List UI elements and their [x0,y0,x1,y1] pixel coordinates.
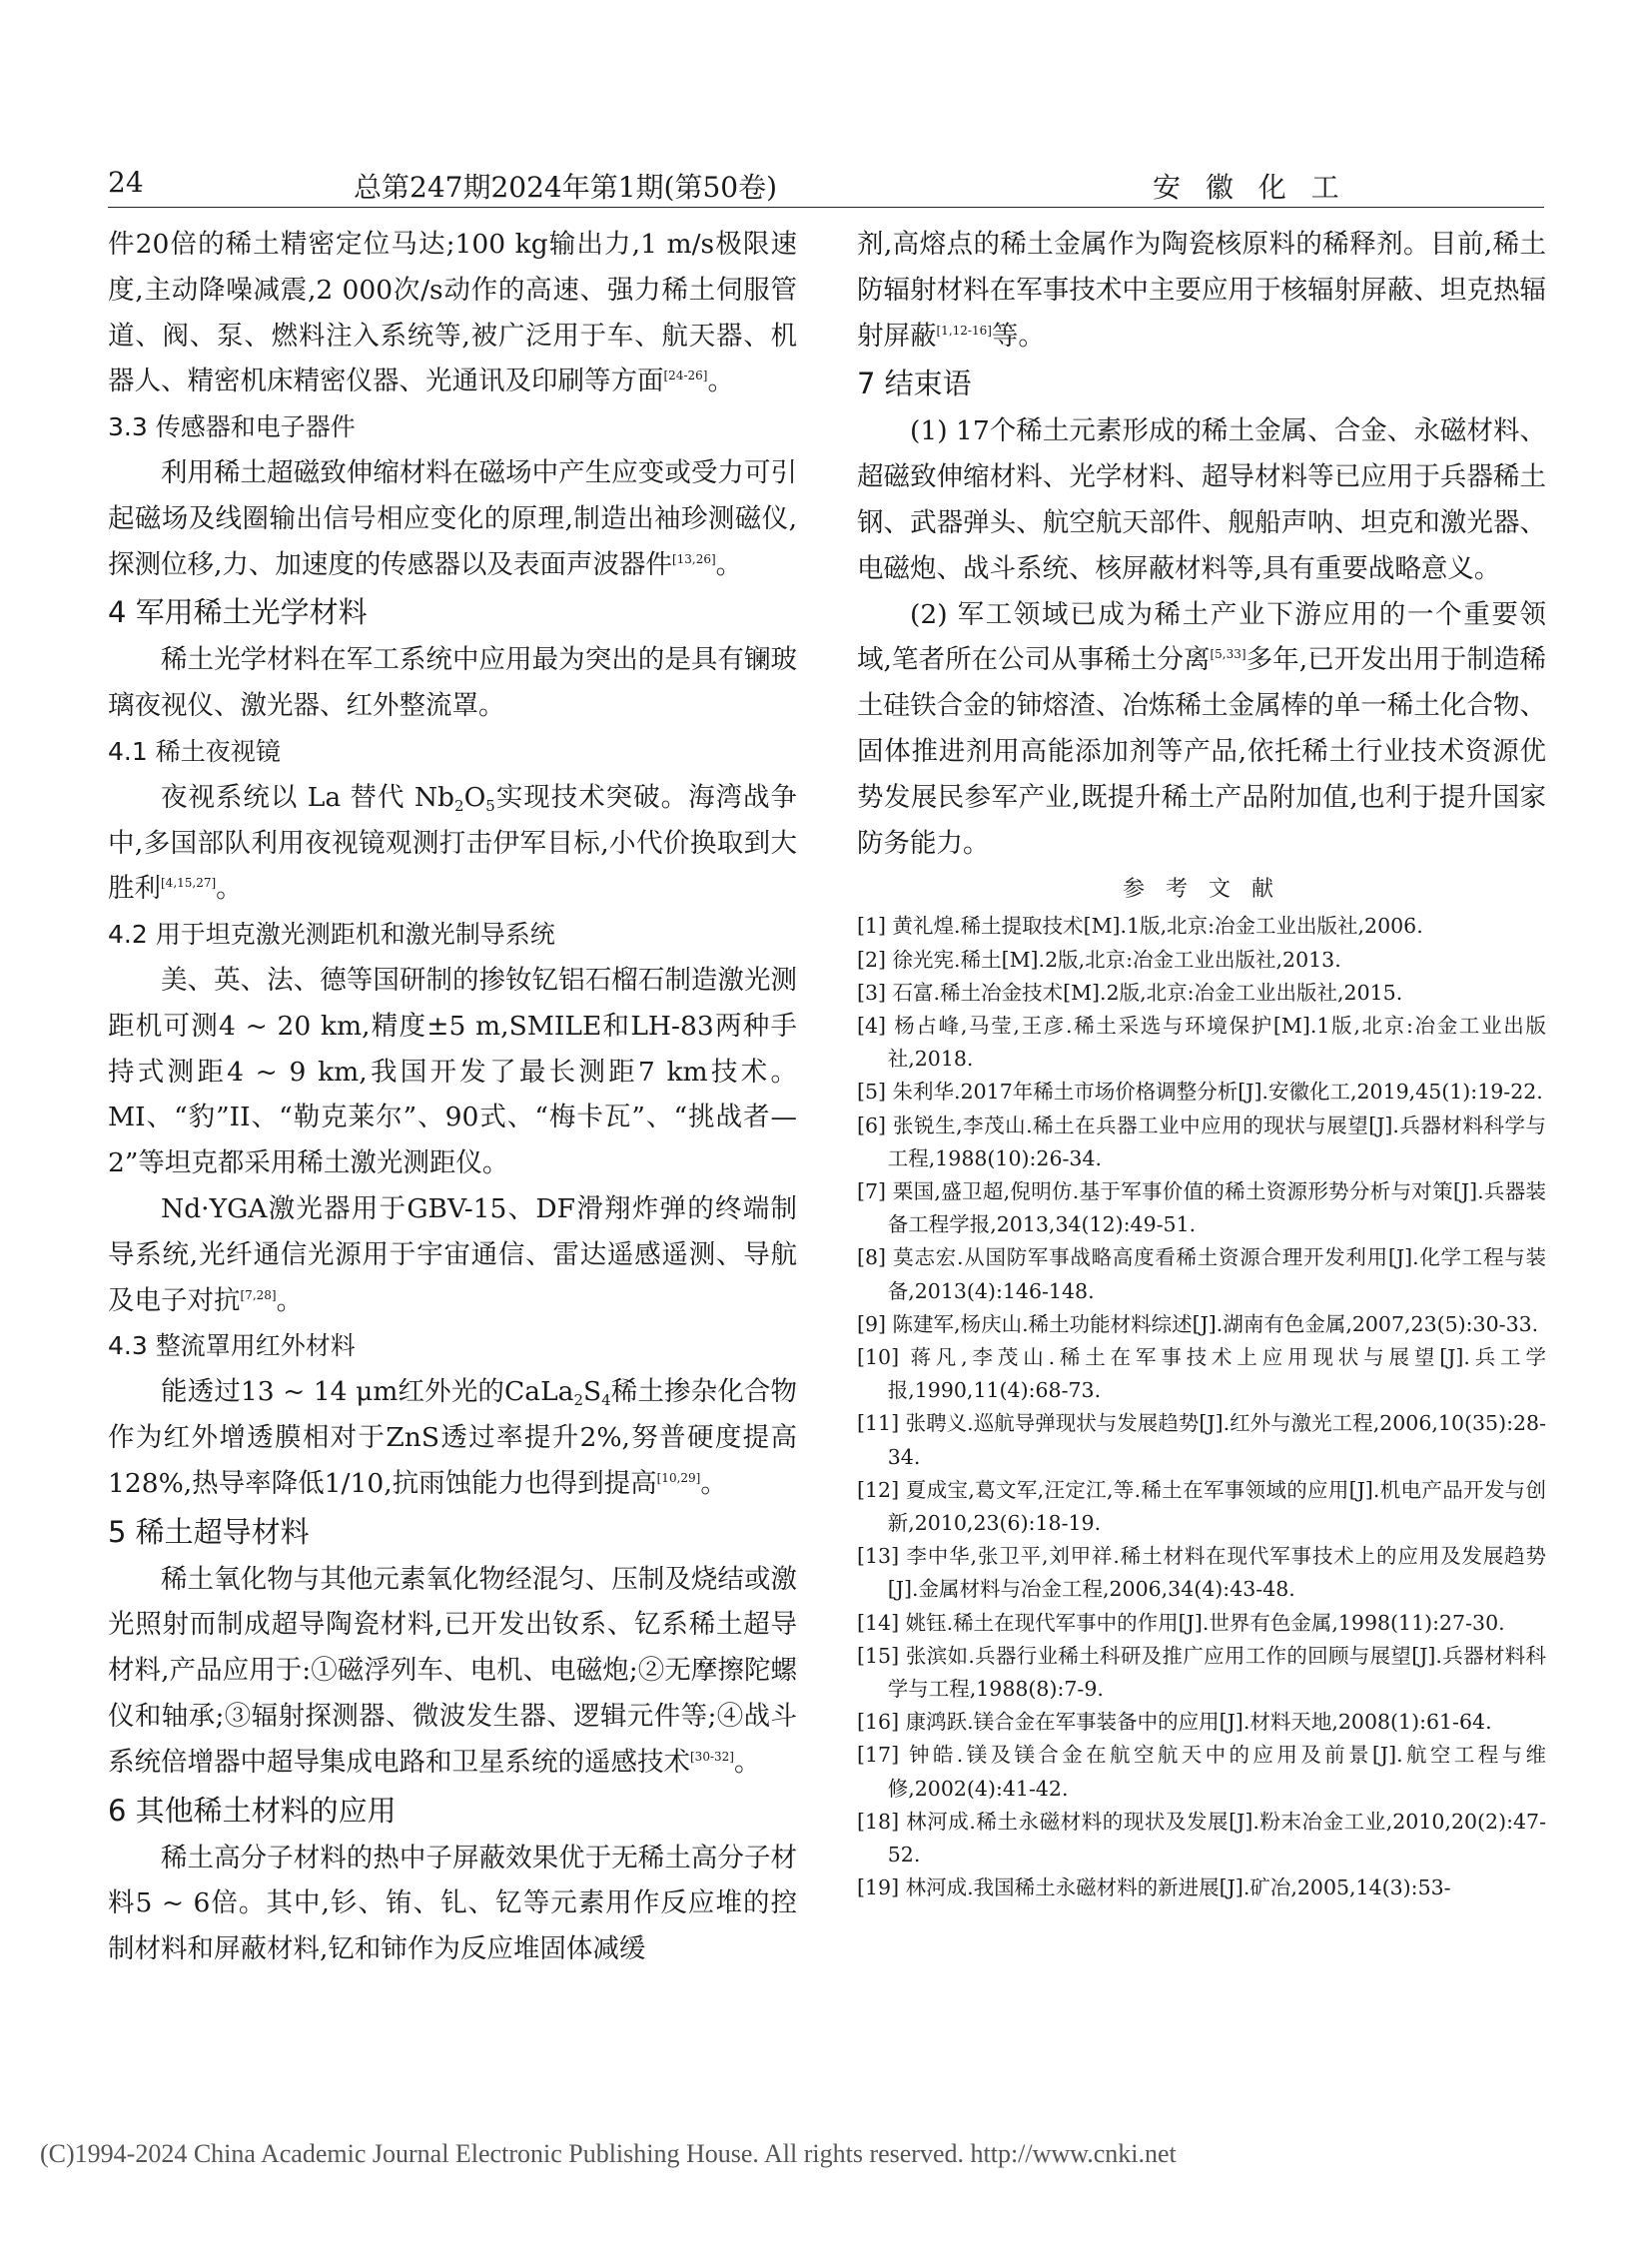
paragraph-4-1: 夜视系统以 La 替代 $Nb_2O_5$实现技术突破。海湾战争中,多国部队利用夜视镜观测打击伊军目标,小代价换取到大胜利[4,15,27]。 [108,781,797,905]
paragraph-7-1: (1) 17个稀土元素形成的稀土金属、合金、永磁材料、超磁致伸缩材料、光学材料、超导材料等已应用于兵器稀土钢、武器弹头、航空航天部件、舰船声呐、坦克和激光器、电磁炮、战斗系统、核屏蔽材料等,具有重要战略意义。 [857,415,1546,584]
citation: [13,26] [671,551,716,566]
heading-4-3: 4.3 整流罩用红外材料 [108,1331,356,1361]
reference-item: [2] 徐光宪.稀土[M].2版,北京:冶金工业出版社,2013. [857,947,1341,972]
reference-item: [7] 栗国,盛卫超,倪明仿.基于军事价值的稀土资源形势分析与对策[J].兵器装备工程学报,2013,34(12):49-51. [857,1178,1546,1237]
reference-item: [10] 蒋凡,李茂山.稀土在军事技术上应用现状与展望[J].兵工学报,1990,11(4):68-73. [857,1345,1546,1403]
left-column [108,222,797,1972]
paragraph-continued-right: 剂,高熔点的稀土金属作为陶瓷核原料的稀释剂。目前,稀土防辐射材料在军事技术中主要应用于核辐射屏蔽、坦克热辐射屏蔽[1,12-16]等。 [857,229,1546,352]
citation: [10,29] [656,1470,701,1485]
reference-item: [4] 杨占峰,马莹,王彦.稀土采选与环境保护[M].1版,北京:冶金工业出版社,2018. [857,1013,1546,1072]
reference-item: [3] 石富.稀土冶金技术[M].2版,北京:冶金工业出版社,2015. [857,980,1403,1005]
issue-info: 总第247期2024年第1期(第50卷) [354,171,777,204]
right-column [857,222,1546,1904]
reference-item: [19] 林河成.我国稀土永磁材料的新进展[J].矿冶,2005,14(3):53- [857,1875,1451,1900]
references-title: 参 考 文 献 [1123,877,1280,903]
paragraph-4-2-b: Nd·YGA激光器用于GBV-15、DF滑翔炸弹的终端制导系统,光纤通信光源用于宇宙通信、雷达遥感遥测、导航及电子对抗[7,28]。 [108,1192,797,1316]
paragraph-continued: 件20倍的稀土精密定位马达;100 kg输出力,1 m/s极限速度,主动降噪减震,2 000次/s动作的高速、强力稀土伺服管道、阀、泵、燃料注入系统等,被广泛用于车、航天器、机器人、精密机床精密仪器、光通讯及印刷等方面[24-26]。 [108,229,797,397]
heading-4-1: 4.1 稀土夜视镜 [108,736,281,766]
reference-item: [14] 姚钰.稀土在现代军事中的作用[J].世界有色金属,1998(11):27-30. [857,1610,1505,1635]
paragraph-7-2: (2) 军工领域已成为稀土产业下游应用的一个重要领域,笔者所在公司从事稀土分离[5,33]多年,已开发出用于制造稀土硅铁合金的铈熔渣、冶炼稀土金属棒的单一稀土化合物、固体推进剂用高能添加剂等产品,依托稀土行业技术资源优势发展民参军产业,既提升稀土产品附加值,也利于提升国家防务能力。 [857,598,1546,859]
citation: [1,12-16] [936,323,992,338]
page-header [108,160,1544,208]
reference-item: [13] 李中华,张卫平,刘甲祥.稀土材料在现代军事技术上的应用及发展趋势[J].金属材料与冶金工程,2006,34(4):43-48. [857,1544,1546,1602]
reference-item: [8] 莫志宏.从国防军事战略高度看稀土资源合理开发利用[J].化学工程与装备,2013(4):146-148. [857,1245,1546,1303]
journal-name: 安 徽 化 工 [1153,171,1347,204]
page-number: 24 [108,166,144,199]
reference-item: [9] 陈建军,杨庆山.稀土功能材料综述[J].湖南有色金属,2007,23(5):30-33. [857,1311,1539,1336]
reference-item: [16] 康鸿跃.镁合金在军事装备中的应用[J].材料天地,2008(1):61-64. [857,1710,1492,1735]
heading-6: 6 其他稀土材料的应用 [108,1793,397,1828]
reference-item: [18] 林河成.稀土永磁材料的现状及发展[J].粉末冶金工业,2010,20(2):47-52. [857,1809,1546,1868]
reference-item: [12] 夏成宝,葛文军,汪定江,等.稀土在军事领域的应用[J].机电产品开发与创新,2010,23(6):18-19. [857,1477,1546,1536]
heading-3-3: 3.3 传感器和电子器件 [108,412,356,442]
citation: [4,15,27] [161,876,217,891]
reference-item: [6] 张锐生,李茂山.稀土在兵器工业中应用的现状与展望[J].兵器材料科学与工程,1988(10):26-34. [857,1113,1546,1170]
header-rule [108,207,1544,208]
reference-item: [15] 张滨如.兵器行业稀土科研及推广应用工作的回顾与展望[J].兵器材料科学与工程,1988(8):7-9. [857,1643,1546,1702]
heading-4-2: 4.2 用于坦克激光测距机和激光制导系统 [108,920,555,950]
citation: [30-32] [690,1749,734,1764]
reference-item: [5] 朱利华.2017年稀土市场价格调整分析[J].安徽化工,2019,45(1):19-22. [857,1080,1543,1105]
paragraph-4-2-a: 美、英、法、德等国研制的掺钕钇铝石榴石制造激光测距机可测4 ~ 20 km,精度±5 m,SMILE和LH-83两种手持式测距4 ~ 9 km,我国开发了最长测距7 km技术。MI、“豹”II、“勒克莱尔”、90式、“梅卡瓦”、“挑战者—2”等坦克都采用稀土激光测距仪。 [108,964,797,1179]
paragraph-4-3: 能透过13 ~ 14 μm红外光的$CaLa_2S_4$稀土掺杂化合物作为红外增透膜相对于ZnS透过率提升2%,努普硬度提高128%,热导率降低1/10,抗雨蚀能力也得到提高[10,29]。 [108,1376,797,1499]
reference-item: [11] 张聘义.巡航导弹现状与发展趋势[J].红外与激光工程,2006,10(35):28-34. [857,1411,1546,1469]
reference-item: [1] 黄礼煌.稀土提取技术[M].1版,北京:冶金工业出版社,2006. [857,914,1423,939]
heading-4: 4 军用稀土光学材料 [108,595,368,630]
paragraph-6: 稀土高分子材料的热中子屏蔽效果优于无稀土高分子材料5 ~ 6倍。其中,钐、铕、钆、钇等元素用作反应堆的控制材料和屏蔽材料,钇和铈作为反应堆固体减缓 [108,1842,797,1965]
citation: [5,33] [1210,647,1246,662]
heading-7: 7 结束语 [857,367,972,401]
citation: [24-26] [663,369,708,383]
copyright-footer: (C)1994-2024 China Academic Journal Electronic Publishing House. All rights reserved. http://www.cnki.net [40,2139,1177,2168]
paragraph-4: 稀土光学材料在军工系统中应用最为突出的是具有镧玻璃夜视仪、激光器、红外整流罩。 [108,644,797,722]
paragraph-5: 稀土氧化物与其他元素氧化物经混匀、压制及烧结或激光照射而制成超导陶瓷材料,已开发出钕系、钇系稀土超导材料,产品应用于:①磁浮列车、电机、电磁炮;②无摩擦陀螺仪和轴承;③辐射探测器、微波发生器、逻辑元件等;④战斗系统倍增器中超导集成电路和卫星系统的遥感技术[30-32]。 [108,1563,797,1778]
citation: [7,28] [240,1287,277,1302]
reference-list [857,910,1546,1904]
heading-5: 5 稀土超导材料 [108,1514,310,1549]
reference-item: [17] 钟皓.镁及镁合金在航空航天中的应用及前景[J].航空工程与维修,2002(4):41-42. [857,1743,1546,1801]
paragraph-3-3: 利用稀土超磁致伸缩材料在磁场中产生应变或受力可引起磁场及线圈输出信号相应变化的原理,制造出袖珍测磁仪,探测位移,力、加速度的传感器以及表面声波器件[13,26]。 [108,456,797,580]
